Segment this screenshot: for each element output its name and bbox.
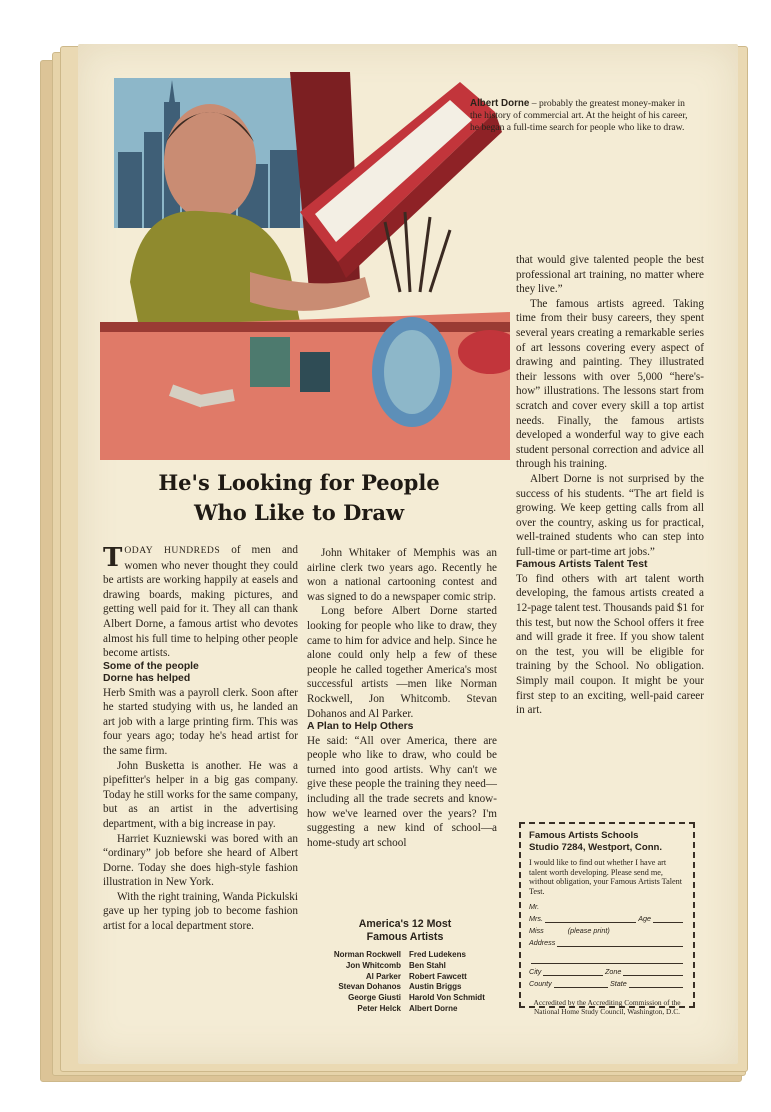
caption-text: – probably the greatest money-maker in the history of commercial art. At the height of his career, he began a full-time search for people who like to draw. [470,98,688,133]
paragraph: He said: “All over America, there are people who like to draw, who could be turned into good artists. Why can't we give these people the training they need—including all the trade secrets and know-how we've learned over the years? I'm suggesting a new kind of school—a home-study art school [307,734,497,849]
artist-name: Ben Stahl [409,960,446,970]
mail-coupon[interactable]: Famous Artists Schools Studio 7284, Westport, Conn. I would like to find out whether I have art talent worth developing. Please send me, without obligation, your Famous Artists Talent Test. Mr. Mrs. Age Miss (please print) Address City Zone County State Accredited by the Accrediting Commission of the National Home Study Council, Washington, D.C. [519,822,695,1008]
subheading: A Plan to Help Others [307,721,414,733]
coupon-title: Famous Artists Schools Studio 7284, Westport, Conn. [529,830,663,853]
artist-name: Robert Fawcett [409,971,467,981]
paragraph: of men and women who never thought they could be artists are working happily at easels and drawing boards, making pictures, and getting well paid for it. They all can thank Albert Dorne, a famous artist who devotes almost his full time to helping other people become artists. [103,544,298,660]
famous-artists-list [305,950,505,1015]
dropcap: T [103,543,123,573]
artist-name: Al Parker [365,971,401,981]
paragraph: John Busketta is another. He was a pipefitter's helper in a big gas company. Today he still works for the same company, but as an artist in the advertising department, with a big increase in pay. [103,759,298,830]
artist-name: Stevan Dohanos [338,982,401,992]
paint-jar [300,352,330,392]
name-field[interactable] [545,914,636,923]
headline [104,468,494,528]
artist-name: George Giusti [348,993,401,1003]
artist-illustration [100,72,510,460]
artist-name: Austin Briggs [409,982,462,992]
county-field[interactable] [554,979,608,988]
paragraph: that would give talented people the best professional art training, no matter where they live.” [516,254,704,296]
subheading: Famous Artists Talent Test [516,559,648,571]
illustration-caption [470,98,690,133]
artist-name: Harold Von Schmidt [409,993,485,1003]
accreditation-note: Accredited by the Accrediting Commission of the National Home Study Council, Washington, D.C. [533,998,681,1017]
article-column-2 [307,546,497,850]
artist-name: Jon Whitcomb [345,960,401,970]
coupon-message: I would like to find out whether I have art talent worth developing. Please send me, without obligation, your Famous Artists Talent Test. [529,858,683,896]
paragraph: John Whitaker of Memphis was an airline clerk two years ago. Recently he won a national cartooning contest and was signed to do a newspaper comic strip. [307,547,497,603]
paragraph: Long before Albert Dorne started looking for people who like to draw, they came to him for advice and help. Since he alone could only help a few of these people he called together America's most successful artists —men like Norman Rockwell, Jon Whitcomb. Stevan Dohanos and Al Parker. [307,605,497,720]
age-field[interactable] [653,914,683,923]
artist-name: Norman Rockwell [333,950,401,959]
lead-caps: ODAY HUNDREDS [124,545,221,556]
paragraph: Herb Smith was a payroll clerk. Soon after he started studying with us, he landed an art job with a large printing firm. This was four years ago; today he's head artist for the same firm. [103,686,298,757]
artist-head [164,104,256,220]
coupon-name-row: Mr. [529,902,540,912]
subheading: Some of the people Dorne has helped [103,660,199,685]
caption-name: Albert Dorne [470,98,530,109]
paragraph: Albert Dorne is not surprised by the success of his students. “The art field is growing. We keep getting calls from all over the country, asking us for practical, well-trained students who can step into full-time or part-time art jobs.” [516,472,704,558]
table-edge [100,322,510,332]
zone-field[interactable] [623,967,683,976]
artist-name: Peter Helck [357,1003,401,1013]
address-field[interactable] [557,938,683,947]
article-column-1 [103,543,298,934]
famous-artists-title: America's 12 Most Famous Artists [358,918,452,943]
paragraph: The famous artists agreed. Taking time from their busy careers, they spent several years creating a remarkable series of art lessons covering every aspect of drawing and painting. They illustrated their lessons with over 5,000 “here's-how” illustrations. The lessons start from scratch and cover every skill a top artist needs. Finally, the famous artists developed a wonderful way to give each student personal correction and advice all through his training. [516,297,704,471]
paint-jar [250,337,290,387]
state-field[interactable] [629,979,683,988]
famous-artists-box [305,918,505,1015]
headline-line2: Who Like to Draw [193,500,405,525]
paragraph: Harriet Kuzniewski was bored with an “ordinary” job before she heard of Albert Dorne. Today she does high-style fashion illustration in New York. [103,832,298,889]
paragraph: With the right training, Wanda Pickulski gave up her typing job to become fashion artist for a local department store. [103,890,298,933]
article-column-3 [516,253,704,718]
city-field[interactable] [543,967,603,976]
artist-shirt [130,211,300,332]
artist-name: Fred Ludekens [409,950,466,959]
headline-line1: He's Looking for People [158,470,440,495]
artist-name: Albert Dorne [409,1003,458,1013]
paragraph: To find others with art talent worth developing, the famous artists created a 12-page talent test. Thousands paid $1 for this test, but now the School offers it free and will grade it free. If you show talent on the test, you will be eligible for training by the School. No obligation. Simply mail coupon. It might be your first step to an exciting, well-paid career in art. [516,572,704,717]
